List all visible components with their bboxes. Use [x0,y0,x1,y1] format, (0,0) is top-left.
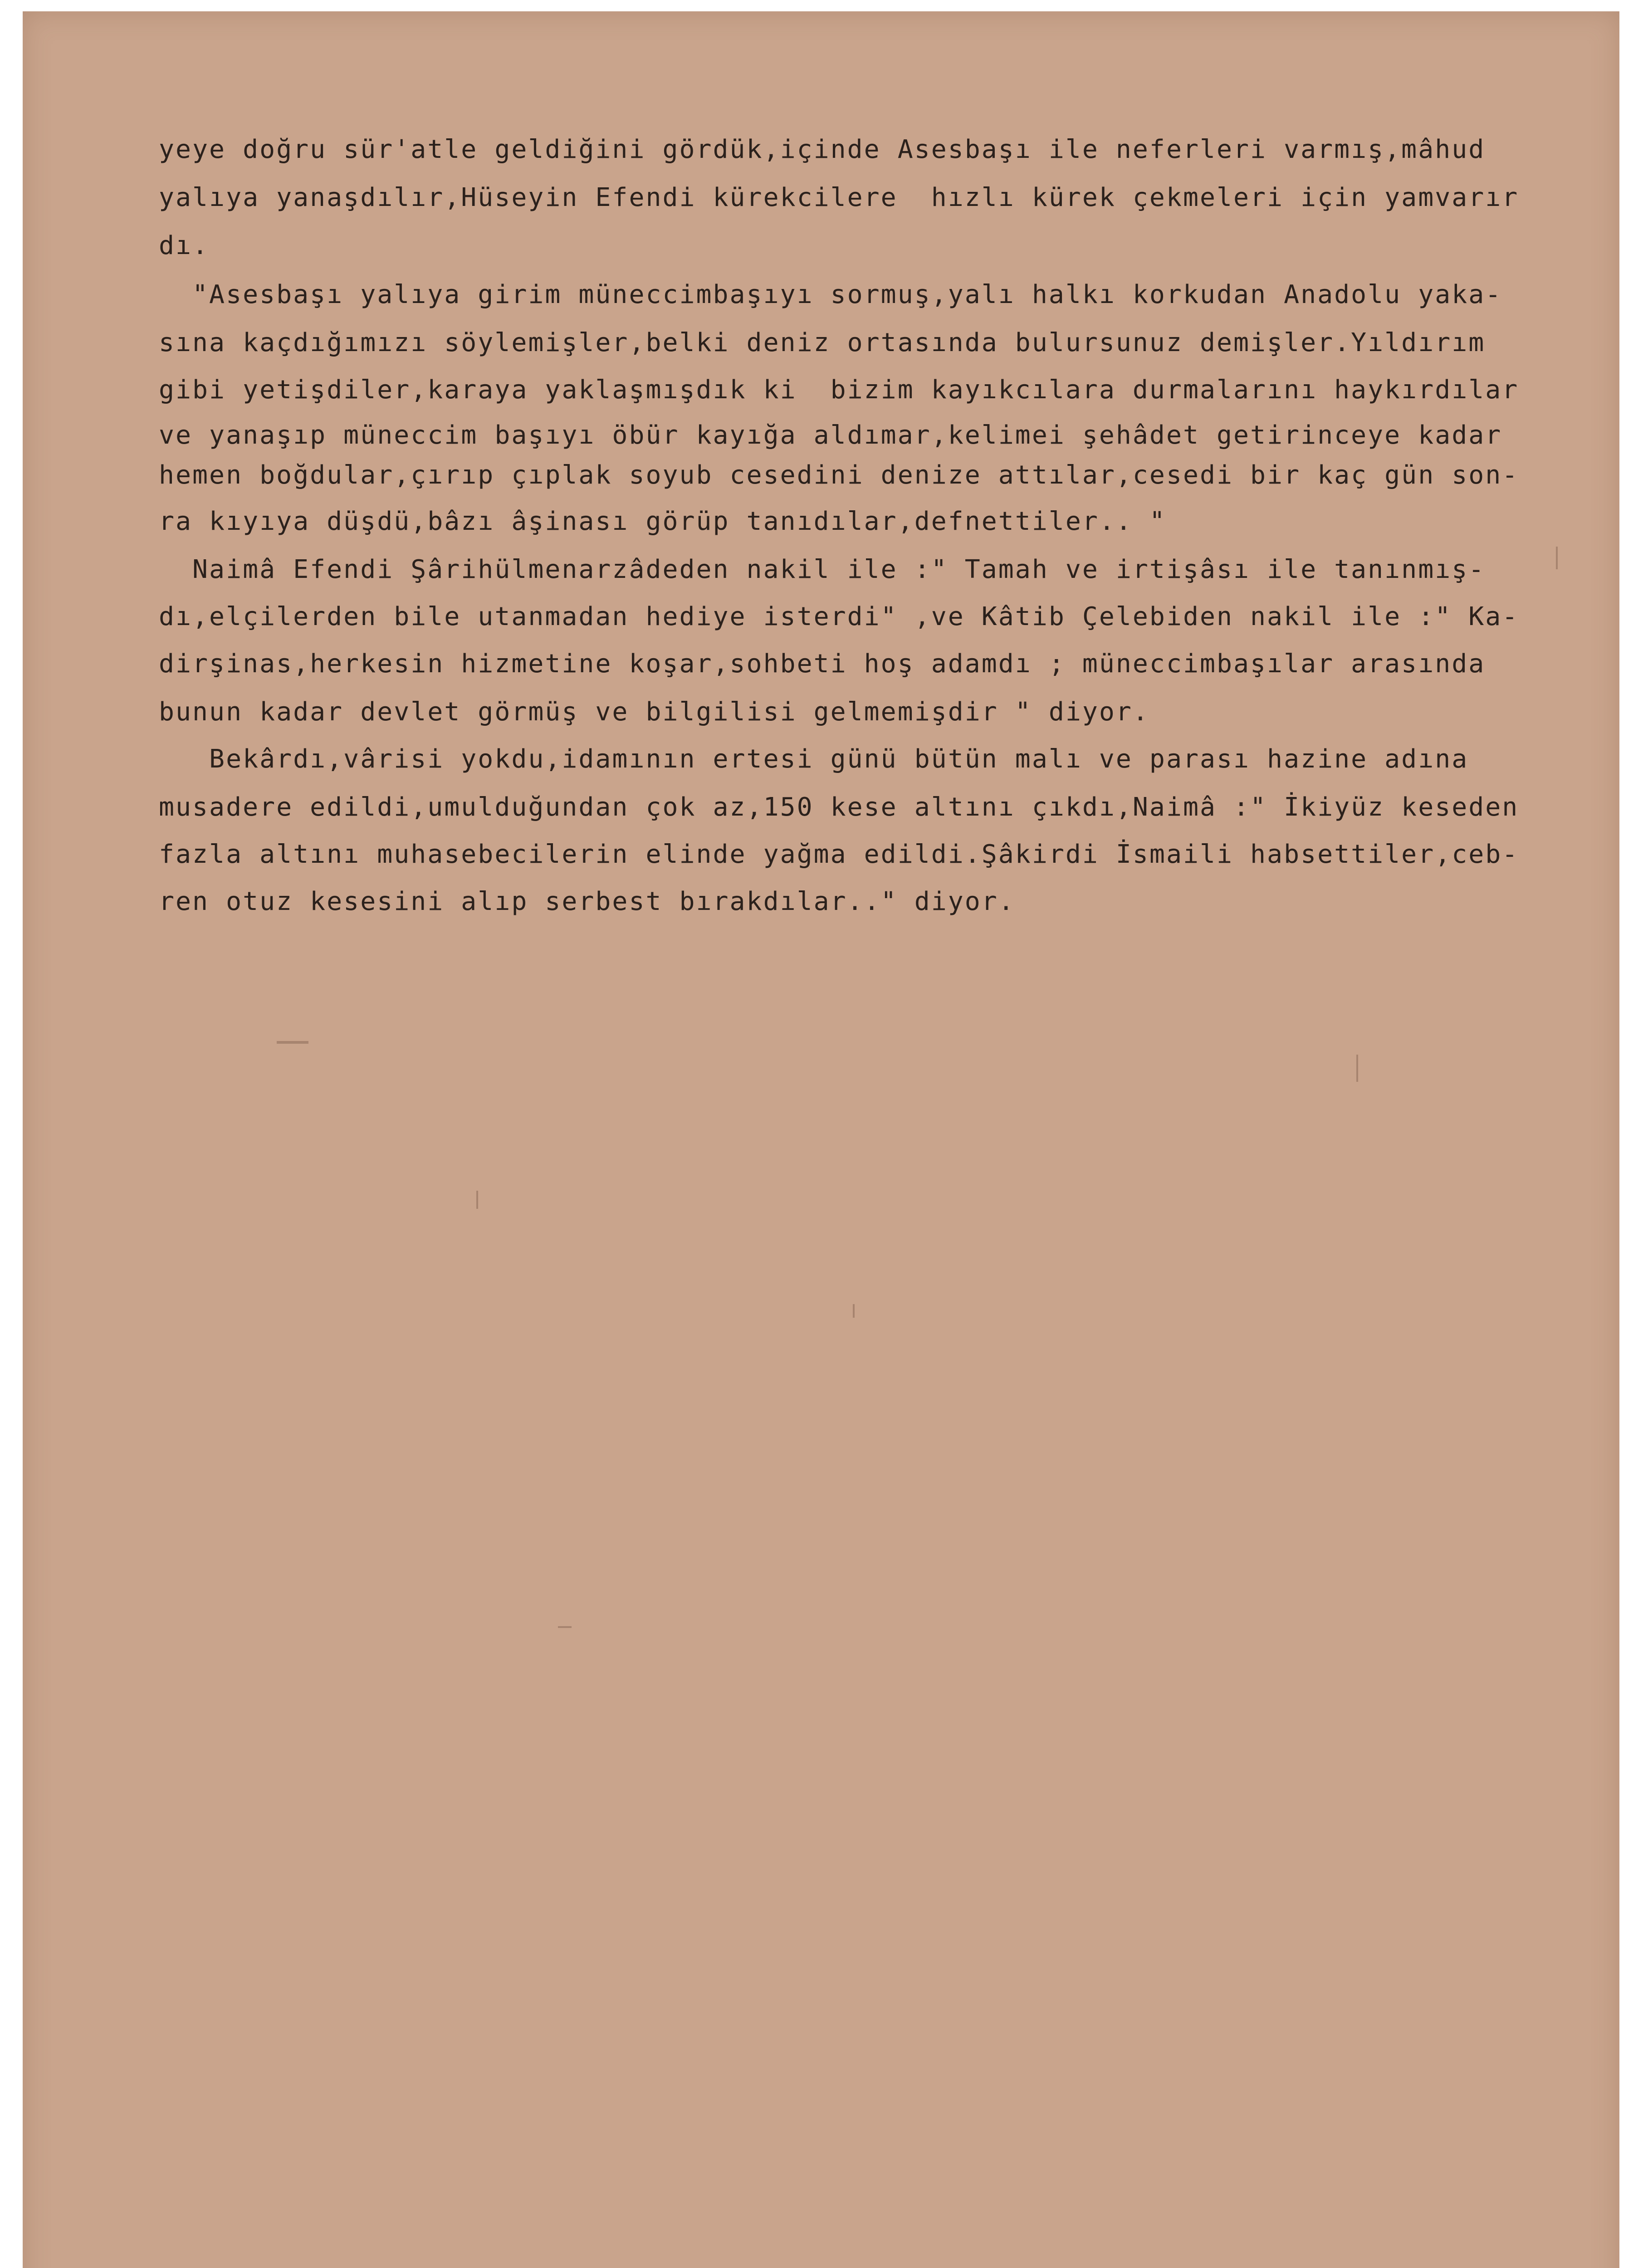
text-line: hemen boğdular,çırıp çıplak soyub cesedini denize attılar,cesedi bir kaç gün son- [159,460,1519,490]
paper-sheet [23,11,1619,2268]
text-line: ra kıyıya düşdü,bâzı âşinası görüp tanıdılar,defnettiler.. " [159,507,1166,536]
text-line: "Asesbaşı yalıya girim müneccimbaşıyı sormuş,yalı halkı korkudan Anadolu yaka- [159,280,1502,309]
paper-fleck [558,1626,572,1628]
text-line: Naimâ Efendi Şârihülmenarzâdeden nakil ile :" Tamah ve irtişâsı ile tanınmış- [159,555,1486,584]
text-line: sına kaçdığımızı söylemişler,belki deniz ortasında bulursunuz demişler.Yıldırım [159,328,1486,357]
text-line: ve yanaşıp müneccim başıyı öbür kayığa aldımar,kelimei şehâdet getirinceye kadar [159,420,1502,450]
text-line: dı. [159,231,210,260]
text-line: Bekârdı,vârisi yokdu,idamının ertesi günü bütün malı ve parası hazine adına [159,744,1469,774]
text-line: yeye doğru sür'atle geldiğini gördük,içinde Asesbaşı ile neferleri varmış,mâhud [159,135,1486,164]
paper-fleck [853,1304,855,1318]
text-line: fazla altını muhasebecilerin elinde yağma edildi.Şâkirdi İsmaili habsettiler,ceb- [159,840,1519,869]
text-line: musadere edildi,umulduğundan çok az,150 kese altını çıkdı,Naimâ :" İkiyüz keseden [159,792,1519,822]
text-line: dirşinas,herkesin hizmetine koşar,sohbeti hoş adamdı ; müneccimbaşılar arasında [159,649,1486,679]
paper-fleck [1356,1055,1358,1082]
text-line: yalıya yanaşdılır,Hüseyin Efendi kürekcilere hızlı kürek çekmeleri için yamvarır [159,183,1519,212]
paper-fleck [476,1191,478,1209]
paper-fleck [277,1041,308,1044]
text-line: ren otuz kesesini alıp serbest bırakdılar.." diyor. [159,887,1015,916]
paper-fleck [1556,547,1558,569]
text-line: bunun kadar devlet görmüş ve bilgilisi gelmemişdir " diyor. [159,697,1149,727]
text-line: dı,elçilerden bile utanmadan hediye isterdi" ,ve Kâtib Çelebiden nakil ile :" Ka- [159,602,1519,631]
text-line: gibi yetişdiler,karaya yaklaşmışdık ki bizim kayıkcılara durmalarını haykırdılar [159,375,1519,405]
